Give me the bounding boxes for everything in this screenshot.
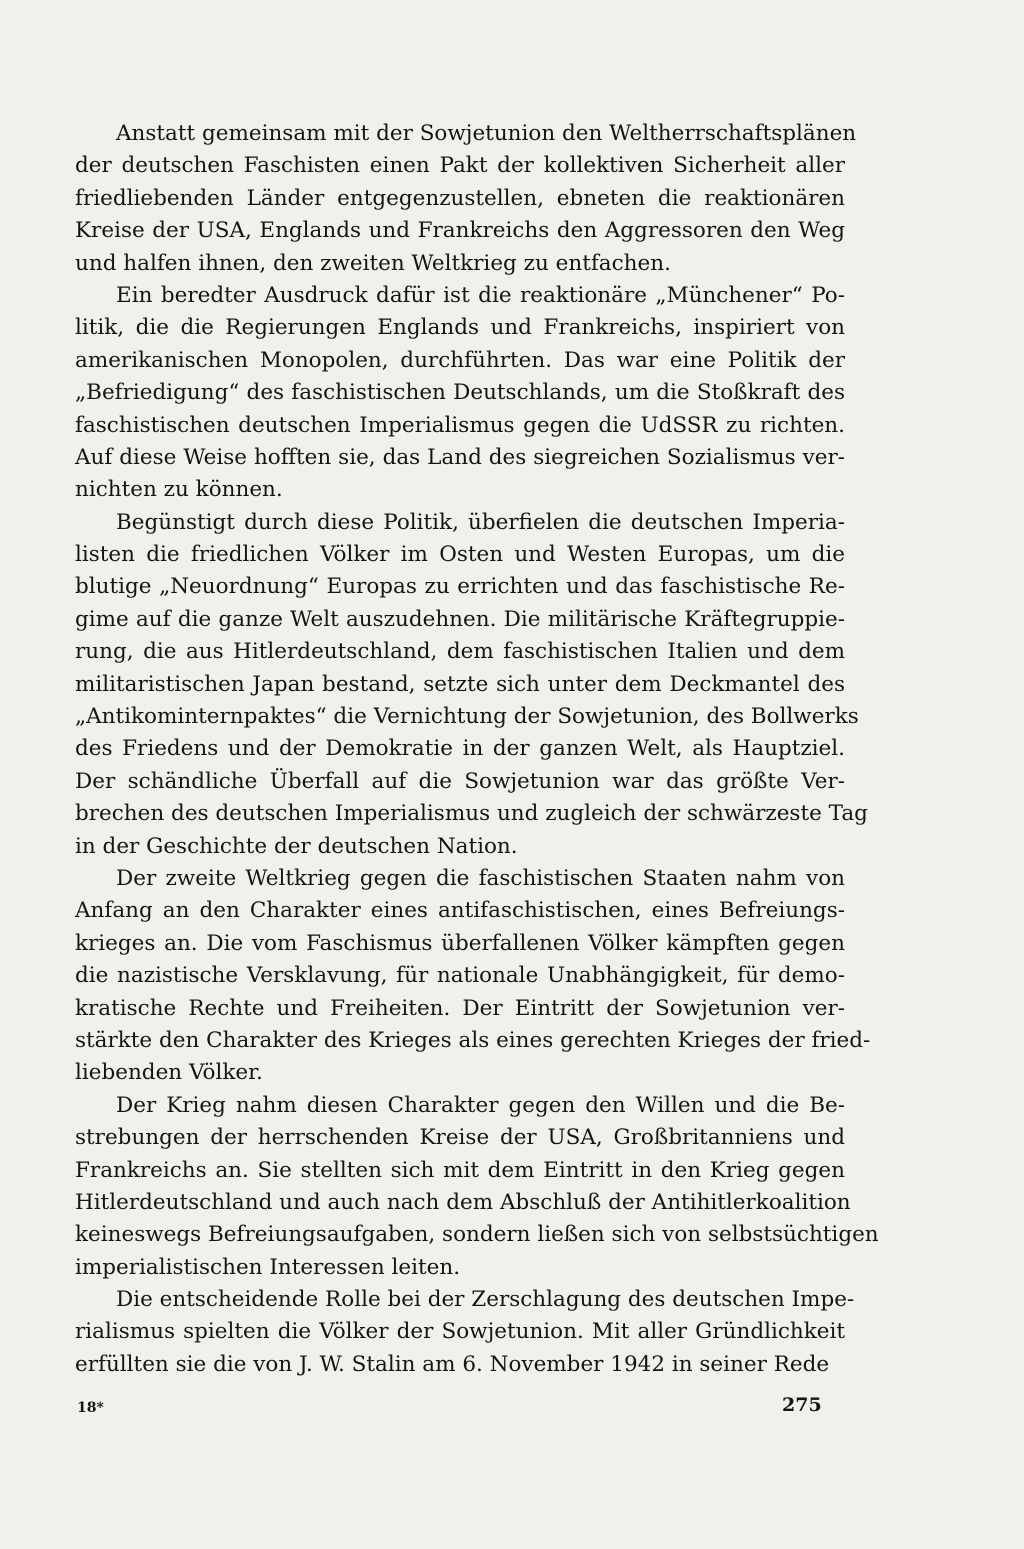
paragraph — [75, 1284, 855, 1381]
text-line: „Befriedigung“ des faschistischen Deutschlands, um die Stoßkraft des — [75, 380, 845, 406]
text-line: rung, die aus Hitlerdeutschland, dem faschistischen Italien und dem — [75, 639, 845, 665]
text-line: liebenden Völker. — [75, 1060, 263, 1086]
text-line: brechen des deutschen Imperialismus und zugleich der schwärzeste Tag — [75, 801, 868, 827]
paragraph — [75, 863, 871, 1090]
text-line: nichten zu können. — [75, 477, 283, 503]
text-line: Hitlerdeutschland und auch nach dem Abschluß der Antihitlerkoalition — [75, 1189, 851, 1215]
text-line: Anfang an den Charakter eines antifaschistischen, eines Befreiungs- — [75, 898, 845, 924]
text-line: Ein beredter Ausdruck dafür ist die reaktionäre „Münchener“ Po- — [116, 282, 845, 308]
paragraph — [75, 118, 857, 280]
text-line: friedliebenden Länder entgegenzustellen, ebneten die reaktionären — [75, 185, 845, 211]
text-line: Der Krieg nahm diesen Charakter gegen den Willen und die Be- — [116, 1092, 845, 1118]
text-line: faschistischen deutschen Imperialismus gegen die UdSSR zu richten. — [75, 412, 845, 438]
text-line: in der Geschichte der deutschen Nation. — [75, 833, 518, 859]
text-line: litik, die die Regierungen Englands und Frankreichs, inspiriert von — [75, 315, 845, 341]
text-line: des Friedens und der Demokratie in der ganzen Welt, als Hauptziel. — [75, 736, 845, 762]
text-line: krieges an. Die vom Faschismus überfallenen Völker kämpften gegen — [75, 930, 845, 956]
text-line: listen die friedlichen Völker im Osten und Westen Europas, um die — [75, 542, 845, 568]
text-line: strebungen der herrschenden Kreise der USA, Großbritanniens und — [75, 1125, 845, 1151]
paragraph — [75, 507, 868, 863]
text-line: die nazistische Versklavung, für nationale Unabhängigkeit, für demo- — [75, 963, 845, 989]
paragraph — [75, 280, 845, 507]
text-line: Auf diese Weise hofften sie, das Land des siegreichen Sozialismus ver- — [75, 444, 845, 470]
paragraph — [75, 1090, 879, 1284]
text-line: der deutschen Faschisten einen Pakt der kollektiven Sicherheit aller — [75, 153, 845, 179]
text-line: kratische Rechte und Freiheiten. Der Eintritt der Sowjetunion ver- — [75, 995, 845, 1021]
text-line: stärkte den Charakter des Krieges als eines gerechten Krieges der fried- — [75, 1027, 871, 1053]
page-number: 275 — [782, 1394, 822, 1416]
text-line: erfüllten sie die von J. W. Stalin am 6. November 1942 in seiner Rede — [75, 1351, 830, 1377]
text-line: keineswegs Befreiungsaufgaben, sondern ließen sich von selbstsüchtigen — [75, 1222, 879, 1248]
text-line: Der zweite Weltkrieg gegen die faschistischen Staaten nahm von — [116, 865, 845, 891]
text-line: blutige „Neuordnung“ Europas zu errichten und das faschistische Re- — [75, 574, 845, 600]
text-line: rialismus spielten die Völker der Sowjetunion. Mit aller Gründlichkeit — [75, 1319, 845, 1345]
text-line: Begünstigt durch diese Politik, überfielen die deutschen Imperia- — [116, 509, 845, 535]
text-line: Der schändliche Überfall auf die Sowjetunion war das größte Ver- — [75, 768, 845, 794]
text-line: Kreise der USA, Englands und Frankreichs den Aggressoren den Weg — [75, 218, 845, 244]
text-line: imperialistischen Interessen leiten. — [75, 1254, 461, 1280]
text-line: Frankreichs an. Sie stellten sich mit dem Eintritt in den Krieg gegen — [75, 1157, 845, 1183]
text-line: amerikanischen Monopolen, durchführten. Das war eine Politik der — [75, 347, 845, 373]
text-line: militaristischen Japan bestand, setzte sich unter dem Deckmantel des — [75, 671, 845, 697]
text-line: gime auf die ganze Welt auszudehnen. Die militärische Kräftegruppie- — [75, 606, 845, 632]
text-line: „Antikominternpaktes“ die Vernichtung der Sowjetunion, des Bollwerks — [75, 704, 859, 730]
text-line: Die entscheidende Rolle bei der Zerschlagung des deutschen Impe- — [116, 1287, 855, 1313]
body-text — [75, 118, 879, 1381]
sheet-signature: 18* — [77, 1400, 104, 1416]
text-line: Anstatt gemeinsam mit der Sowjetunion den Weltherrschaftsplänen — [116, 121, 857, 146]
text-line: und halfen ihnen, den zweiten Weltkrieg zu entfachen. — [75, 250, 671, 276]
